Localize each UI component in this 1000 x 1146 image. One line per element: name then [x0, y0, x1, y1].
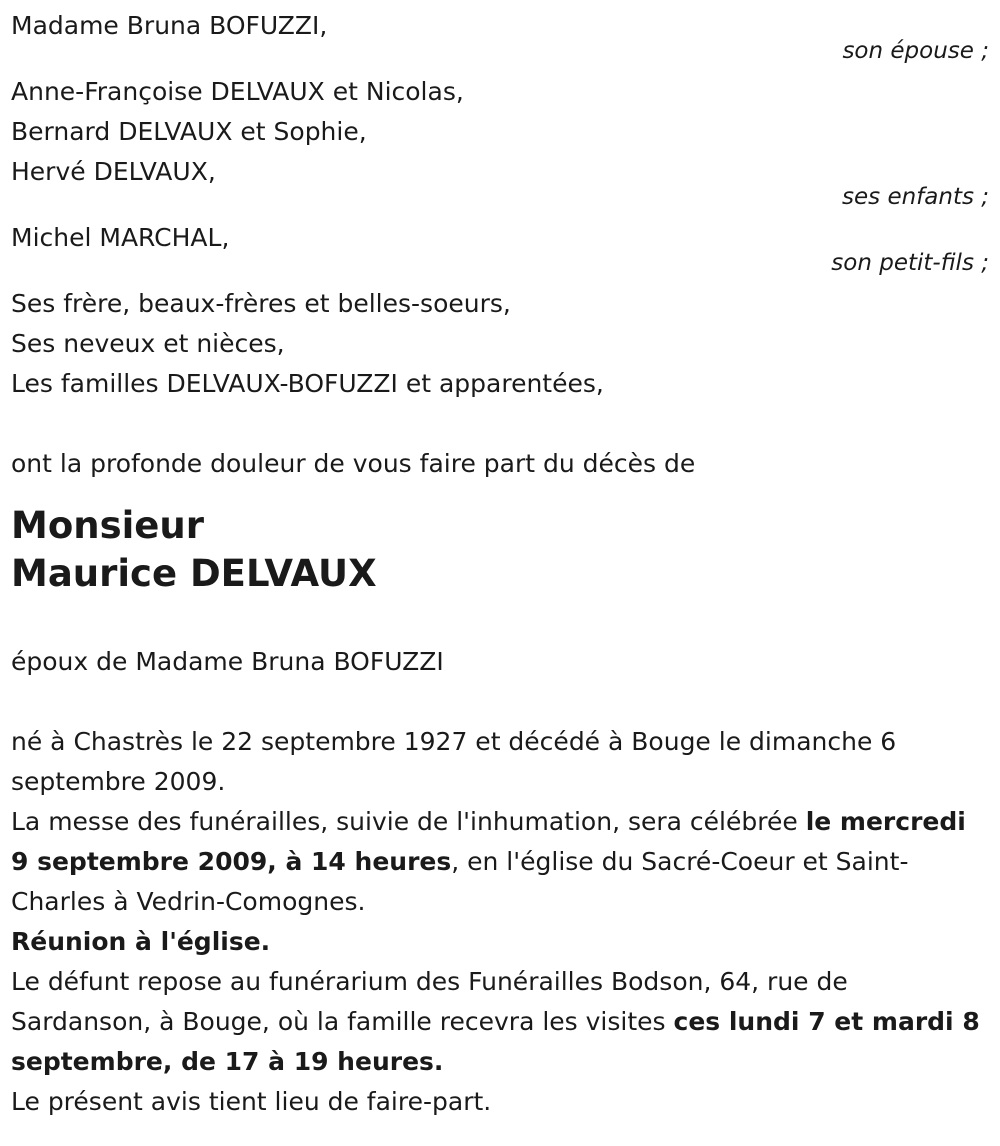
funeral-mass-text: [11, 802, 989, 922]
children-role: ses enfants ;: [842, 184, 989, 210]
meeting-note: Réunion à l'église.: [11, 927, 271, 956]
repose-text: [11, 962, 989, 1082]
deceased-title: Monsieur: [11, 504, 204, 547]
grandchild-name: Michel MARCHAL,: [11, 223, 230, 252]
child-1: Anne-Françoise DELVAUX et Nicolas,: [11, 77, 464, 106]
spouse-name: Madame Bruna BOFUZZI,: [11, 11, 328, 40]
mass-intro: La messe des funérailles, suivie de l'inhumation, sera célébrée: [11, 807, 806, 836]
birth-death-text: né à Chastrès le 22 septembre 1927 et décédé à Bouge le dimanche 6 septembre 2009.: [11, 727, 897, 796]
other-relatives-1: Ses frère, beaux-frères et belles-soeurs,: [11, 289, 511, 318]
child-2: Bernard DELVAUX et Sophie,: [11, 117, 367, 146]
obituary-notice: [11, 0, 989, 1122]
other-relatives-3: Les familles DELVAUX-BOFUZZI et apparentées,: [11, 369, 604, 398]
mass-date: le mercredi 9 septembre 2009, à 14 heures: [11, 807, 966, 876]
deceased-name: Maurice DELVAUX: [11, 552, 377, 595]
mass-place: , en l'église du Sacré-Coeur et Saint-Charles à Vedrin-Comognes.: [11, 847, 909, 916]
visit-times: ces lundi 7 et mardi 8 septembre, de 17 à 19 heures.: [11, 1007, 980, 1076]
announcement-text: ont la profonde douleur de vous faire part du décès de: [11, 449, 696, 478]
repose-intro: Le défunt repose au funérarium des Funérailles Bodson, 64, rue de Sardanson, à Bouge, où la famille recevra les visites: [11, 967, 848, 1036]
spouse-role: son épouse ;: [842, 38, 989, 64]
deceased-spouse: époux de Madame Bruna BOFUZZI: [11, 647, 444, 676]
child-3: Hervé DELVAUX,: [11, 157, 216, 186]
other-relatives-2: Ses neveux et nièces,: [11, 329, 285, 358]
deceased-heading: [11, 502, 989, 598]
closing-text: Le présent avis tient lieu de faire-part.: [11, 1087, 492, 1116]
details-paragraph: [11, 722, 989, 1122]
grandchild-role: son petit-fils ;: [831, 250, 989, 276]
